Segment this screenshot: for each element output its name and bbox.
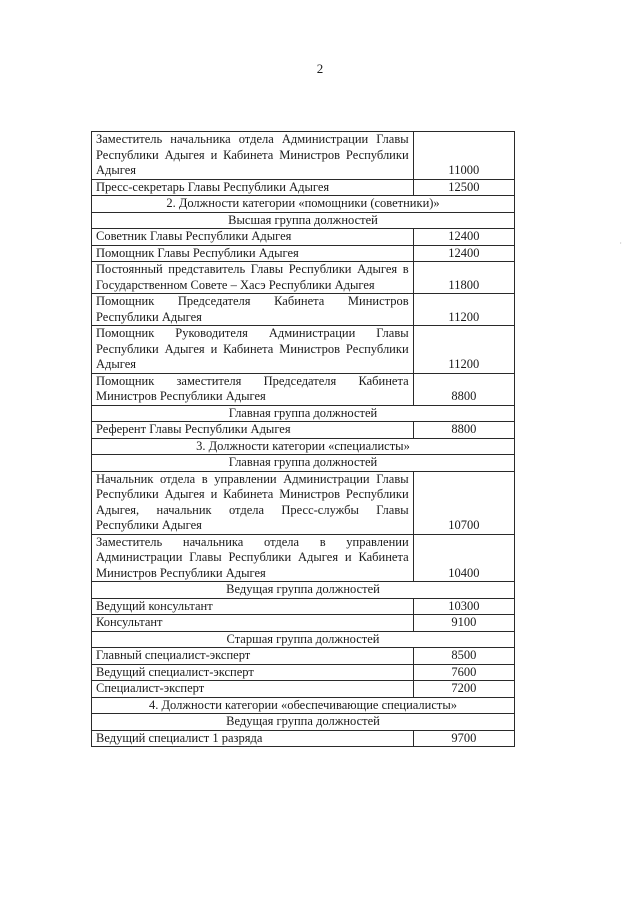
scan-speck: · <box>619 239 622 248</box>
table-row <box>92 615 515 632</box>
section-header: 2. Должности категории «помощники (советники)» <box>92 196 515 213</box>
position-name: Помощник Руководителя Администрации Главы Республики Адыгея и Кабинета Министров Республики Адыгея <box>92 326 414 374</box>
section-header: Главная группа должностей <box>92 455 515 472</box>
table-row <box>92 422 515 439</box>
salary-value: 12400 <box>413 229 514 246</box>
position-name: Специалист-эксперт <box>92 681 414 698</box>
table-row <box>92 664 515 681</box>
table-row <box>92 245 515 262</box>
salary-value: 7200 <box>413 681 514 698</box>
salary-value: 8800 <box>413 373 514 405</box>
section-header: Главная группа должностей <box>92 405 515 422</box>
salary-value: 12500 <box>413 179 514 196</box>
salary-table-body <box>92 132 515 747</box>
table-row <box>92 262 515 294</box>
table-row <box>92 598 515 615</box>
table-row <box>92 373 515 405</box>
position-name: Постоянный представитель Главы Республики Адыгея в Государственном Совете – Хасэ Республики Адыгея <box>92 262 414 294</box>
salary-value: 10300 <box>413 598 514 615</box>
section-header-row <box>92 455 515 472</box>
section-header: Ведущая группа должностей <box>92 582 515 599</box>
page-number: 2 <box>316 61 324 76</box>
section-header-row <box>92 582 515 599</box>
table-row <box>92 326 515 374</box>
table-row <box>92 730 515 747</box>
position-name: Помощник заместителя Председателя Кабинета Министров Республики Адыгея <box>92 373 414 405</box>
section-header-row <box>92 697 515 714</box>
section-header-row <box>92 212 515 229</box>
position-name: Ведущий консультант <box>92 598 414 615</box>
position-name: Помощник Председателя Кабинета Министров Республики Адыгея <box>92 294 414 326</box>
section-header: 4. Должности категории «обеспечивающие специалисты» <box>92 697 515 714</box>
salary-value: 11200 <box>413 326 514 374</box>
section-header-row <box>92 196 515 213</box>
table-row <box>92 179 515 196</box>
position-name: Референт Главы Республики Адыгея <box>92 422 414 439</box>
salary-value: 7600 <box>413 664 514 681</box>
salary-value: 10400 <box>413 534 514 582</box>
position-name: Пресс-секретарь Главы Республики Адыгея <box>92 179 414 196</box>
salary-value: 10700 <box>413 471 514 534</box>
position-name: Помощник Главы Республики Адыгея <box>92 245 414 262</box>
table-row <box>92 681 515 698</box>
section-header-row <box>92 405 515 422</box>
section-header: Высшая группа должностей <box>92 212 515 229</box>
salary-value: 11200 <box>413 294 514 326</box>
salary-value: 9700 <box>413 730 514 747</box>
position-name: Советник Главы Республики Адыгея <box>92 229 414 246</box>
table-row <box>92 229 515 246</box>
table-row <box>92 294 515 326</box>
section-header-row <box>92 631 515 648</box>
position-name: Начальник отдела в управлении Администрации Главы Республики Адыгея и Кабинета Министров Республики Адыгея, начальник отдела Пресс-службы Главы Республики Адыгея <box>92 471 414 534</box>
section-header: Старшая группа должностей <box>92 631 515 648</box>
position-name: Ведущий специалист-эксперт <box>92 664 414 681</box>
salary-value: 11800 <box>413 262 514 294</box>
salary-value: 9100 <box>413 615 514 632</box>
table-row <box>92 648 515 665</box>
salary-table <box>91 131 515 747</box>
position-name: Консультант <box>92 615 414 632</box>
salary-value: 8500 <box>413 648 514 665</box>
position-name: Заместитель начальника отдела в управлении Администрации Главы Республики Адыгея и Кабинета Министров Республики Адыгея <box>92 534 414 582</box>
position-name: Главный специалист-эксперт <box>92 648 414 665</box>
position-name: Заместитель начальника отдела Администрации Главы Республики Адыгея и Кабинета Министров Республики Адыгея <box>92 132 414 180</box>
salary-value: 11000 <box>413 132 514 180</box>
salary-value: 12400 <box>413 245 514 262</box>
table-row <box>92 471 515 534</box>
section-header: Ведущая группа должностей <box>92 714 515 731</box>
table-row <box>92 132 515 180</box>
table-row <box>92 534 515 582</box>
salary-value: 8800 <box>413 422 514 439</box>
section-header-row <box>92 438 515 455</box>
position-name: Ведущий специалист 1 разряда <box>92 730 414 747</box>
section-header-row <box>92 714 515 731</box>
section-header: 3. Должности категории «специалисты» <box>92 438 515 455</box>
